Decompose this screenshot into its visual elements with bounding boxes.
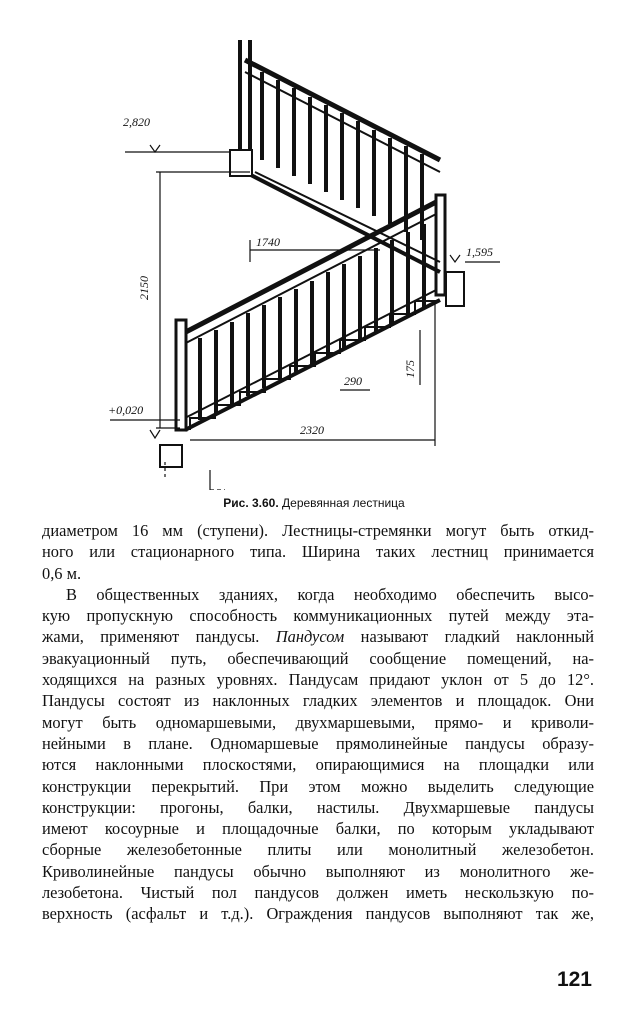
dim-bottom-level: +0,020 [108,403,144,417]
text-fragment: называют гладкий наклонный [344,627,594,647]
term-pandus: Пандусом [275,627,345,647]
figure-caption [0,496,628,510]
text-fragment: жами, применяют пандусы. [42,627,276,647]
text-line: эвакуационный путь, обеспечивающий сообщение помещений, на- [42,648,594,668]
text-line: имеют косоурные и площадочные балки, по которым укладывают [42,819,594,839]
text-line: Криволинейные пандусы обычно выполняют из монолитного же- [42,861,594,881]
text-line: В общественных зданиях, когда необходимо обеспечить высо- [66,584,594,604]
wooden-staircase-drawing [90,30,530,490]
text-line: кую пропускную способность коммуникационных путей между эта- [42,606,594,626]
dim-landing-width: 1740 [256,235,280,249]
caption-text: Деревянная лестница [282,496,405,510]
dim-riser: 175 [403,360,417,378]
text-line: лезобетона. Чистый пол пандусов должен иметь нескользкую по- [42,883,594,903]
text-line: Пандусы состоят из наклонных гладких элементов и площадок. Они [42,691,594,711]
text-line: нейными в плане. Одномаршевые прямолинейные пандусы образу- [42,733,594,753]
text-line: ются наклонными плоскостями, опирающимися на площадки или [42,755,594,775]
page-number: 121 [556,968,592,991]
text-line: ходящихся на разных уровнях. Пандусам придают уклон от 5 до 12°. [42,670,594,690]
text-line [42,626,594,647]
text-line: конструкции перекрытий. При этом можно выделить следующие [42,776,594,796]
text-line: верхность (асфальт и т.д.). Ограждения пандусов выполняют так же, [42,904,594,924]
dim-flight-length: 2320 [300,423,324,437]
text-line: сборные железобетонные плиты или монолитный железобетон. [42,840,594,860]
dim-top-level: 2,820 [123,115,150,129]
text-line: конструкции: прогоны, балки, настилы. Двухмаршевые пандусы [42,797,594,817]
dim-tread: 290 [344,374,362,388]
text-line: 0,6 м. [42,563,82,583]
dim-landing-level: 1,595 [466,245,493,259]
text-line: ного или стационарного типа. Ширина таких лестниц принимается [42,542,594,562]
text-line: диаметром 16 мм (ступени). Лестницы-стремянки могут быть откид- [42,521,594,540]
caption-number: Рис. 3.60. [223,496,279,510]
text-line: могут быть одномаршевыми, двухмаршевыми, прямо- и криволи- [42,712,594,732]
dim-height: 2150 [137,276,151,300]
body-text [42,520,594,925]
